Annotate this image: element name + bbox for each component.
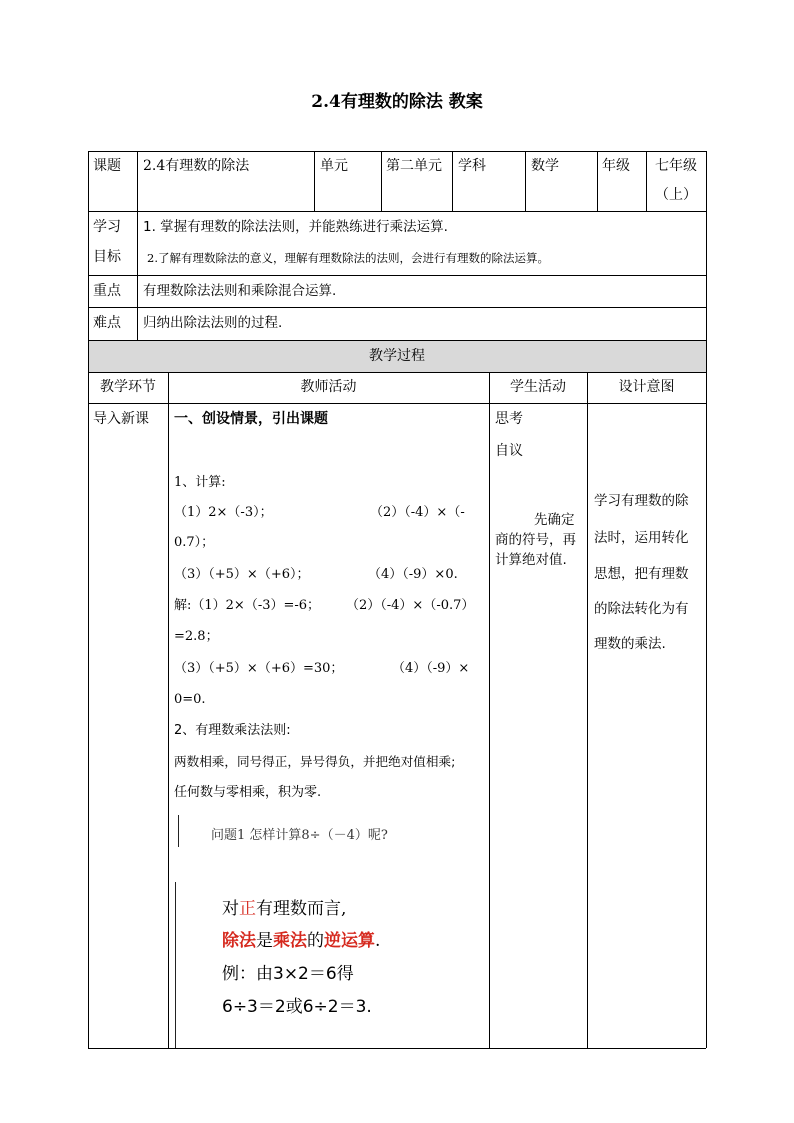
grade-label: 年级: [602, 158, 630, 174]
solution-4-cont: 0=0.: [174, 692, 206, 707]
item1-title: 1、计算:: [174, 475, 226, 490]
solution-3: （3）（+5）×（+6）=30；: [174, 661, 344, 676]
document-title: 2.4有理数的除法 教案: [311, 92, 483, 112]
table-border: [168, 372, 169, 1048]
slide-bar: [175, 882, 176, 1048]
calc-4: （4）（-9）×0.: [368, 567, 458, 582]
table-border: [452, 151, 453, 211]
slide-text: 有理数而言,: [256, 899, 347, 919]
rule-line-1: 两数相乘，同号得正，异号得负，并把绝对值相乘;: [174, 754, 456, 769]
solution-2-cont: =2.8；: [174, 629, 219, 644]
table-border: [587, 372, 588, 1048]
focus-text: 有理数除法法则和乘除混合运算.: [143, 283, 337, 299]
keti-label: 课题: [93, 158, 121, 174]
slide-line-4: 6÷3＝2或6÷2＝3.: [222, 997, 372, 1017]
design-line2: 法时，运用转化: [594, 530, 689, 546]
table-border: [88, 307, 706, 308]
slide-text: 对: [222, 899, 239, 919]
stage-intro: 导入新课: [93, 411, 149, 427]
subject-value: 数学: [531, 158, 559, 174]
question-1: 问题1 怎样计算8÷（－4）呢?: [211, 828, 388, 843]
slide-text: 是: [256, 931, 273, 951]
calc-1: （1）2×（-3）；: [174, 505, 273, 520]
table-border: [88, 403, 706, 404]
calc-2-cont: 0.7）；: [174, 535, 215, 550]
slide-line-3: 例：由3×2＝6得: [222, 964, 354, 984]
grade-value-line2: （上）: [655, 187, 697, 203]
col-header-teacher: 教师活动: [300, 379, 357, 395]
slide-text: 的: [307, 931, 324, 951]
slide-line-2: [222, 929, 380, 953]
table-border: [597, 151, 598, 211]
student-note-line2: 商的符号，再: [495, 532, 576, 548]
slide-highlight-division: 除法: [222, 931, 256, 951]
student-think: 思考: [495, 411, 523, 427]
design-line1: 学习有理数的除: [594, 493, 689, 509]
table-border: [706, 151, 707, 1048]
student-note-line3: 计算绝对值.: [495, 552, 567, 568]
item2-title: 2、有理数乘法法则:: [174, 723, 291, 738]
table-border: [88, 275, 706, 276]
table-border: [489, 372, 490, 1048]
table-border: [88, 151, 89, 1048]
goals-label-line1: 学习: [93, 219, 121, 235]
solution-1: 解:（1）2×（-3）=-6；: [174, 598, 321, 613]
col-header-design: 设计意图: [618, 379, 675, 395]
student-self-discuss: 自议: [495, 443, 523, 459]
design-line4: 的除法转化为有: [594, 601, 689, 617]
table-border: [88, 372, 706, 373]
calc-3: （3）（+5）×（+6）；: [174, 567, 310, 582]
process-title: 教学过程: [369, 348, 425, 364]
slide-line-1: [222, 897, 346, 921]
focus-label: 重点: [93, 283, 121, 299]
calc-2: （2）（-4）×（-: [370, 505, 465, 520]
difficulty-label: 难点: [93, 315, 121, 331]
slide-highlight-inverse: 逆运算: [324, 931, 375, 951]
solution-4: （4）（-9）×: [392, 661, 470, 676]
table-border: [88, 151, 706, 152]
unit-label: 单元: [320, 158, 348, 174]
goals-label-line2: 目标: [93, 249, 121, 265]
col-header-student: 学生活动: [510, 379, 566, 395]
slide-text: .: [375, 931, 381, 951]
slide-highlight-multiplication: 乘法: [273, 931, 307, 951]
table-border: [314, 151, 315, 211]
grade-value-line1: 七年级: [655, 158, 697, 174]
slide-highlight-positive: 正: [239, 899, 256, 919]
question-bar: [178, 815, 179, 847]
design-line5: 理数的乘法.: [594, 636, 666, 652]
rule-line-2: 任何数与零相乘，积为零.: [174, 785, 322, 800]
col-header-stage: 教学环节: [100, 379, 156, 395]
design-line3: 思想，把有理数: [594, 566, 689, 582]
difficulty-text: 归纳出除法法则的过程.: [143, 315, 283, 331]
unit-value: 第二单元: [386, 158, 442, 174]
table-border: [88, 340, 706, 341]
student-note-line1: 先确定: [534, 512, 575, 528]
goal-2: 2.了解有理数除法的意义，理解有理数除法的法则，会进行有理数的除法运算。: [147, 251, 549, 265]
table-border: [88, 211, 706, 212]
solution-2: （2）（-4）×（-0.7）: [346, 598, 475, 613]
keti-value: 2.4有理数的除法: [143, 158, 250, 174]
goal-1: 1. 掌握有理数的除法法则，并能熟练进行乘法运算.: [143, 219, 448, 235]
table-border: [525, 151, 526, 211]
intro-heading: 一、创设情景，引出课题: [174, 411, 328, 427]
table-border: [137, 151, 138, 340]
table-border: [88, 1048, 706, 1049]
subject-label: 学科: [458, 158, 486, 174]
table-border: [381, 151, 382, 211]
